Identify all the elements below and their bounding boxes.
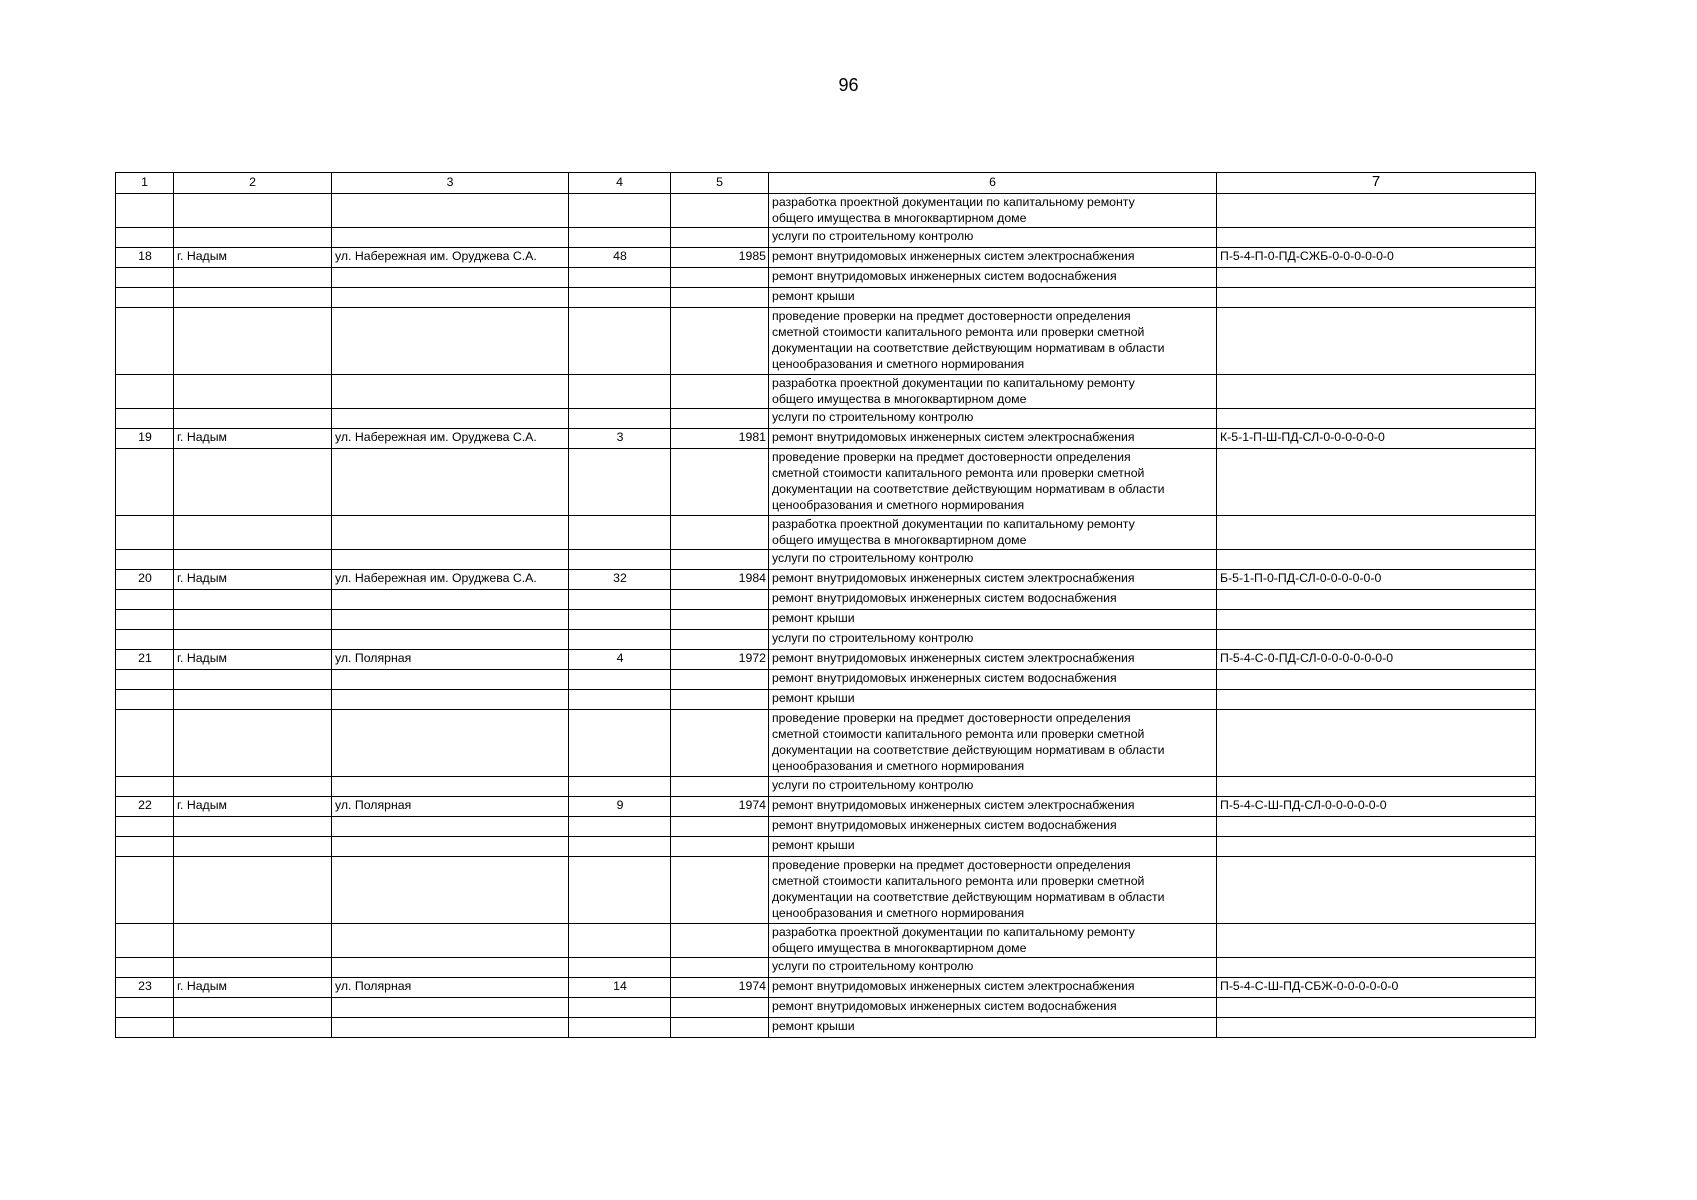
row-number-cell bbox=[116, 1018, 174, 1038]
city-cell bbox=[174, 516, 332, 550]
year-cell: 1972 bbox=[671, 650, 769, 670]
city-cell bbox=[174, 375, 332, 409]
table-row bbox=[116, 670, 1536, 690]
building-code-cell bbox=[1217, 690, 1536, 710]
work-type-cell: ремонт крыши bbox=[769, 288, 1217, 308]
table-row bbox=[116, 375, 1536, 409]
house-number-cell bbox=[569, 690, 671, 710]
street-cell: ул. Полярная bbox=[332, 978, 569, 998]
work-type-cell: ремонт крыши bbox=[769, 690, 1217, 710]
row-number-cell bbox=[116, 550, 174, 570]
row-number-cell bbox=[116, 228, 174, 248]
building-code-cell: К-5-1-П-Ш-ПД-СЛ-0-0-0-0-0-0 bbox=[1217, 429, 1536, 449]
table-row bbox=[116, 978, 1536, 998]
street-cell bbox=[332, 670, 569, 690]
street-cell bbox=[332, 817, 569, 837]
house-number-cell bbox=[569, 998, 671, 1018]
table-row bbox=[116, 288, 1536, 308]
city-cell bbox=[174, 268, 332, 288]
building-code-cell bbox=[1217, 777, 1536, 797]
street-cell: ул. Набережная им. Оруджева С.А. bbox=[332, 570, 569, 590]
building-code-cell bbox=[1217, 194, 1536, 228]
building-code-cell bbox=[1217, 670, 1536, 690]
street-cell bbox=[332, 288, 569, 308]
street-cell bbox=[332, 550, 569, 570]
row-number-cell bbox=[116, 375, 174, 409]
table-header-row bbox=[116, 173, 1536, 194]
house-number-cell bbox=[569, 590, 671, 610]
city-cell: г. Надым bbox=[174, 797, 332, 817]
year-cell bbox=[671, 958, 769, 978]
year-cell bbox=[671, 308, 769, 375]
row-number-cell bbox=[116, 516, 174, 550]
building-code-cell: П-5-4-С-0-ПД-СЛ-0-0-0-0-0-0-0 bbox=[1217, 650, 1536, 670]
city-cell bbox=[174, 998, 332, 1018]
city-cell bbox=[174, 409, 332, 429]
table-row bbox=[116, 837, 1536, 857]
row-number-cell bbox=[116, 268, 174, 288]
street-cell bbox=[332, 690, 569, 710]
header-cell: 4 bbox=[569, 173, 671, 194]
city-cell: г. Надым bbox=[174, 570, 332, 590]
table-row bbox=[116, 228, 1536, 248]
city-cell bbox=[174, 777, 332, 797]
building-code-cell bbox=[1217, 268, 1536, 288]
table-row bbox=[116, 268, 1536, 288]
house-number-cell bbox=[569, 958, 671, 978]
street-cell bbox=[332, 516, 569, 550]
year-cell bbox=[671, 268, 769, 288]
street-cell bbox=[332, 194, 569, 228]
year-cell bbox=[671, 288, 769, 308]
work-type-cell: услуги по строительному контролю bbox=[769, 777, 1217, 797]
city-cell bbox=[174, 630, 332, 650]
row-number-cell bbox=[116, 710, 174, 777]
year-cell bbox=[671, 449, 769, 516]
work-type-cell: разработка проектной документации по капитальному ремонту общего имущества в многоквартирном доме bbox=[769, 516, 1217, 550]
city-cell bbox=[174, 690, 332, 710]
row-number-cell bbox=[116, 837, 174, 857]
building-code-cell: П-5-4-С-Ш-ПД-СЛ-0-0-0-0-0-0 bbox=[1217, 797, 1536, 817]
building-code-cell bbox=[1217, 958, 1536, 978]
building-code-cell bbox=[1217, 837, 1536, 857]
year-cell bbox=[671, 516, 769, 550]
work-type-cell: ремонт внутридомовых инженерных систем электроснабжения bbox=[769, 797, 1217, 817]
row-number-cell bbox=[116, 194, 174, 228]
repair-schedule-table bbox=[115, 172, 1536, 1038]
work-type-cell: услуги по строительному контролю bbox=[769, 228, 1217, 248]
building-code-cell bbox=[1217, 998, 1536, 1018]
building-code-cell bbox=[1217, 610, 1536, 630]
work-type-cell: проведение проверки на предмет достоверности определения сметной стоимости капитального ремонта или проверки сметной документации на соответствие действующим нормативам в области ценообразования и сметного нормирования bbox=[769, 308, 1217, 375]
city-cell bbox=[174, 288, 332, 308]
house-number-cell bbox=[569, 194, 671, 228]
table-row bbox=[116, 550, 1536, 570]
house-number-cell: 9 bbox=[569, 797, 671, 817]
house-number-cell: 3 bbox=[569, 429, 671, 449]
table-row bbox=[116, 777, 1536, 797]
table-row bbox=[116, 308, 1536, 375]
house-number-cell bbox=[569, 710, 671, 777]
street-cell bbox=[332, 837, 569, 857]
work-type-cell: ремонт внутридомовых инженерных систем электроснабжения bbox=[769, 248, 1217, 268]
street-cell bbox=[332, 375, 569, 409]
building-code-cell bbox=[1217, 375, 1536, 409]
building-code-cell bbox=[1217, 308, 1536, 375]
header-cell: 1 bbox=[116, 173, 174, 194]
house-number-cell bbox=[569, 375, 671, 409]
house-number-cell bbox=[569, 409, 671, 429]
table-row bbox=[116, 958, 1536, 978]
building-code-cell bbox=[1217, 630, 1536, 650]
year-cell bbox=[671, 194, 769, 228]
house-number-cell bbox=[569, 308, 671, 375]
row-number-cell: 21 bbox=[116, 650, 174, 670]
work-type-cell: разработка проектной документации по капитальному ремонту общего имущества в многоквартирном доме bbox=[769, 924, 1217, 958]
house-number-cell bbox=[569, 777, 671, 797]
city-cell bbox=[174, 590, 332, 610]
table-row bbox=[116, 690, 1536, 710]
building-code-cell bbox=[1217, 590, 1536, 610]
year-cell bbox=[671, 857, 769, 924]
row-number-cell bbox=[116, 958, 174, 978]
city-cell bbox=[174, 817, 332, 837]
house-number-cell: 14 bbox=[569, 978, 671, 998]
work-type-cell: проведение проверки на предмет достоверности определения сметной стоимости капитального ремонта или проверки сметной документации на соответствие действующим нормативам в области ценообразования и сметного нормирования bbox=[769, 710, 1217, 777]
year-cell bbox=[671, 610, 769, 630]
table-row bbox=[116, 570, 1536, 590]
street-cell bbox=[332, 710, 569, 777]
street-cell bbox=[332, 630, 569, 650]
house-number-cell bbox=[569, 268, 671, 288]
year-cell bbox=[671, 228, 769, 248]
work-type-cell: услуги по строительному контролю bbox=[769, 409, 1217, 429]
year-cell: 1974 bbox=[671, 978, 769, 998]
street-cell bbox=[332, 857, 569, 924]
city-cell bbox=[174, 308, 332, 375]
house-number-cell bbox=[569, 288, 671, 308]
building-code-cell bbox=[1217, 817, 1536, 837]
house-number-cell: 4 bbox=[569, 650, 671, 670]
work-type-cell: ремонт внутридомовых инженерных систем электроснабжения bbox=[769, 429, 1217, 449]
street-cell: ул. Набережная им. Оруджева С.А. bbox=[332, 248, 569, 268]
year-cell: 1985 bbox=[671, 248, 769, 268]
row-number-cell bbox=[116, 857, 174, 924]
row-number-cell bbox=[116, 288, 174, 308]
building-code-cell: П-5-4-П-0-ПД-СЖБ-0-0-0-0-0-0 bbox=[1217, 248, 1536, 268]
year-cell bbox=[671, 924, 769, 958]
row-number-cell bbox=[116, 690, 174, 710]
building-code-cell bbox=[1217, 857, 1536, 924]
city-cell: г. Надым bbox=[174, 248, 332, 268]
year-cell: 1981 bbox=[671, 429, 769, 449]
year-cell: 1984 bbox=[671, 570, 769, 590]
work-type-cell: услуги по строительному контролю bbox=[769, 550, 1217, 570]
city-cell bbox=[174, 710, 332, 777]
row-number-cell bbox=[116, 308, 174, 375]
city-cell bbox=[174, 1018, 332, 1038]
house-number-cell bbox=[569, 1018, 671, 1038]
year-cell bbox=[671, 1018, 769, 1038]
city-cell bbox=[174, 837, 332, 857]
work-type-cell: ремонт внутридомовых инженерных систем водоснабжения bbox=[769, 998, 1217, 1018]
city-cell bbox=[174, 857, 332, 924]
year-cell bbox=[671, 690, 769, 710]
building-code-cell bbox=[1217, 710, 1536, 777]
table-row bbox=[116, 817, 1536, 837]
year-cell bbox=[671, 817, 769, 837]
street-cell bbox=[332, 308, 569, 375]
work-type-cell: ремонт крыши bbox=[769, 610, 1217, 630]
row-number-cell bbox=[116, 777, 174, 797]
row-number-cell: 20 bbox=[116, 570, 174, 590]
building-code-cell bbox=[1217, 1018, 1536, 1038]
street-cell: ул. Полярная bbox=[332, 797, 569, 817]
house-number-cell bbox=[569, 817, 671, 837]
city-cell bbox=[174, 610, 332, 630]
table-row bbox=[116, 248, 1536, 268]
year-cell bbox=[671, 837, 769, 857]
work-type-cell: разработка проектной документации по капитальному ремонту общего имущества в многоквартирном доме bbox=[769, 375, 1217, 409]
street-cell bbox=[332, 610, 569, 630]
building-code-cell: Б-5-1-П-0-ПД-СЛ-0-0-0-0-0-0 bbox=[1217, 570, 1536, 590]
table-row bbox=[116, 630, 1536, 650]
table-row bbox=[116, 998, 1536, 1018]
work-type-cell: проведение проверки на предмет достоверности определения сметной стоимости капитального ремонта или проверки сметной документации на соответствие действующим нормативам в области ценообразования и сметного нормирования bbox=[769, 857, 1217, 924]
page-number: 96 bbox=[838, 75, 859, 95]
street-cell bbox=[332, 924, 569, 958]
work-type-cell: ремонт внутридомовых инженерных систем водоснабжения bbox=[769, 590, 1217, 610]
work-type-cell: ремонт внутридомовых инженерных систем водоснабжения bbox=[769, 817, 1217, 837]
year-cell bbox=[671, 998, 769, 1018]
city-cell bbox=[174, 924, 332, 958]
street-cell bbox=[332, 228, 569, 248]
street-cell bbox=[332, 449, 569, 516]
work-type-cell: услуги по строительному контролю bbox=[769, 958, 1217, 978]
street-cell bbox=[332, 1018, 569, 1038]
building-code-cell bbox=[1217, 550, 1536, 570]
street-cell bbox=[332, 409, 569, 429]
year-cell bbox=[671, 670, 769, 690]
city-cell bbox=[174, 228, 332, 248]
row-number-cell bbox=[116, 409, 174, 429]
city-cell: г. Надым bbox=[174, 978, 332, 998]
year-cell bbox=[671, 550, 769, 570]
table-row bbox=[116, 650, 1536, 670]
building-code-cell bbox=[1217, 516, 1536, 550]
row-number-cell bbox=[116, 670, 174, 690]
table-row bbox=[116, 590, 1536, 610]
city-cell bbox=[174, 449, 332, 516]
work-type-cell: ремонт внутридомовых инженерных систем электроснабжения bbox=[769, 650, 1217, 670]
row-number-cell bbox=[116, 590, 174, 610]
building-code-cell: П-5-4-С-Ш-ПД-СБЖ-0-0-0-0-0-0 bbox=[1217, 978, 1536, 998]
building-code-cell bbox=[1217, 409, 1536, 429]
building-code-cell bbox=[1217, 228, 1536, 248]
year-cell: 1974 bbox=[671, 797, 769, 817]
table-row bbox=[116, 610, 1536, 630]
city-cell bbox=[174, 550, 332, 570]
house-number-cell bbox=[569, 610, 671, 630]
city-cell bbox=[174, 670, 332, 690]
building-code-cell bbox=[1217, 288, 1536, 308]
street-cell: ул. Набережная им. Оруджева С.А. bbox=[332, 429, 569, 449]
year-cell bbox=[671, 409, 769, 429]
row-number-cell: 19 bbox=[116, 429, 174, 449]
street-cell bbox=[332, 590, 569, 610]
city-cell bbox=[174, 194, 332, 228]
building-code-cell bbox=[1217, 449, 1536, 516]
house-number-cell bbox=[569, 857, 671, 924]
table-row bbox=[116, 429, 1536, 449]
work-type-cell: ремонт внутридомовых инженерных систем водоснабжения bbox=[769, 268, 1217, 288]
street-cell: ул. Полярная bbox=[332, 650, 569, 670]
street-cell bbox=[332, 268, 569, 288]
row-number-cell: 23 bbox=[116, 978, 174, 998]
row-number-cell bbox=[116, 998, 174, 1018]
row-number-cell bbox=[116, 924, 174, 958]
work-type-cell: ремонт внутридомовых инженерных систем водоснабжения bbox=[769, 670, 1217, 690]
house-number-cell bbox=[569, 924, 671, 958]
row-number-cell bbox=[116, 449, 174, 516]
work-type-cell: ремонт внутридомовых инженерных систем электроснабжения bbox=[769, 570, 1217, 590]
year-cell bbox=[671, 777, 769, 797]
table-row bbox=[116, 516, 1536, 550]
table-row bbox=[116, 194, 1536, 228]
street-cell bbox=[332, 777, 569, 797]
table-row bbox=[116, 409, 1536, 429]
house-number-cell bbox=[569, 670, 671, 690]
row-number-cell: 18 bbox=[116, 248, 174, 268]
work-type-cell: разработка проектной документации по капитальному ремонту общего имущества в многоквартирном доме bbox=[769, 194, 1217, 228]
table-row bbox=[116, 924, 1536, 958]
header-cell: 6 bbox=[769, 173, 1217, 194]
work-type-cell: ремонт внутридомовых инженерных систем электроснабжения bbox=[769, 978, 1217, 998]
building-code-cell bbox=[1217, 924, 1536, 958]
table-row bbox=[116, 449, 1536, 516]
row-number-cell bbox=[116, 630, 174, 650]
city-cell: г. Надым bbox=[174, 650, 332, 670]
year-cell bbox=[671, 375, 769, 409]
header-cell: 5 bbox=[671, 173, 769, 194]
row-number-cell: 22 bbox=[116, 797, 174, 817]
house-number-cell: 48 bbox=[569, 248, 671, 268]
header-cell: 2 bbox=[174, 173, 332, 194]
year-cell bbox=[671, 710, 769, 777]
house-number-cell bbox=[569, 228, 671, 248]
table-row bbox=[116, 857, 1536, 924]
header-cell: 7 bbox=[1217, 173, 1536, 194]
row-number-cell bbox=[116, 610, 174, 630]
year-cell bbox=[671, 630, 769, 650]
row-number-cell bbox=[116, 817, 174, 837]
city-cell: г. Надым bbox=[174, 429, 332, 449]
header-cell: 3 bbox=[332, 173, 569, 194]
year-cell bbox=[671, 590, 769, 610]
work-type-cell: услуги по строительному контролю bbox=[769, 630, 1217, 650]
work-type-cell: ремонт крыши bbox=[769, 1018, 1217, 1038]
street-cell bbox=[332, 998, 569, 1018]
city-cell bbox=[174, 958, 332, 978]
table-row bbox=[116, 710, 1536, 777]
house-number-cell: 32 bbox=[569, 570, 671, 590]
work-type-cell: ремонт крыши bbox=[769, 837, 1217, 857]
house-number-cell bbox=[569, 449, 671, 516]
table-row bbox=[116, 1018, 1536, 1038]
house-number-cell bbox=[569, 516, 671, 550]
table-row bbox=[116, 797, 1536, 817]
house-number-cell bbox=[569, 630, 671, 650]
work-type-cell: проведение проверки на предмет достоверности определения сметной стоимости капитального ремонта или проверки сметной документации на соответствие действующим нормативам в области ценообразования и сметного нормирования bbox=[769, 449, 1217, 516]
house-number-cell bbox=[569, 837, 671, 857]
street-cell bbox=[332, 958, 569, 978]
house-number-cell bbox=[569, 550, 671, 570]
